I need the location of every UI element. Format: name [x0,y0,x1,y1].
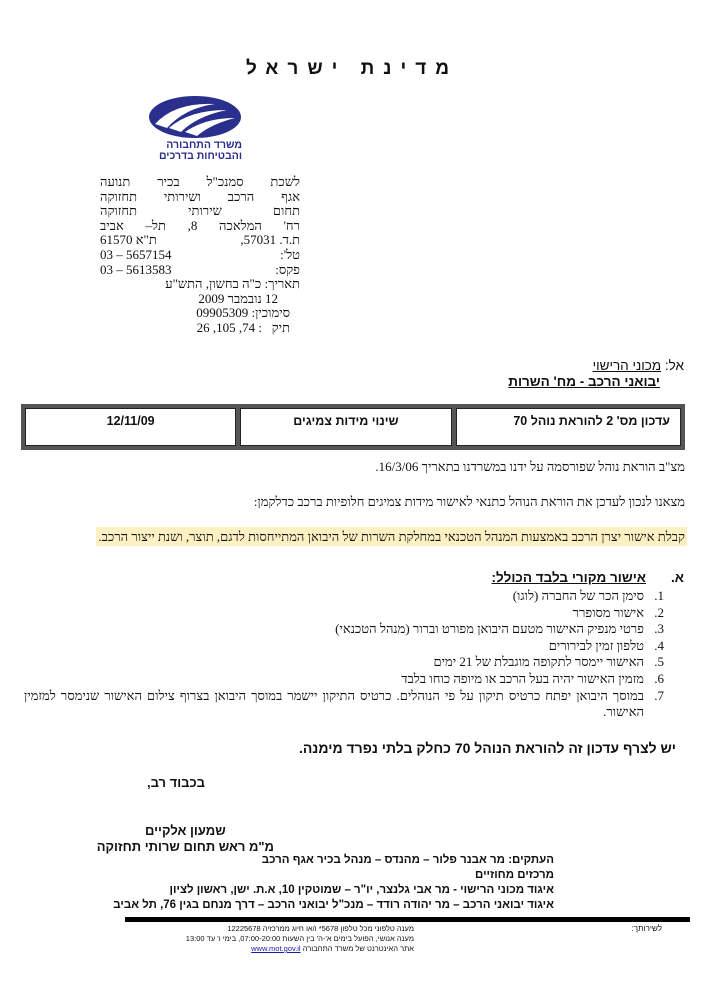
tel-value: 03 – 5657154 [100,246,172,262]
item-text: פרטי מנפיק האישור מטעם היבואן מפורט וברור (מנהל הטכנאי) [335,621,644,637]
item-text: סימן הכר של החברה (לוגו) [512,588,644,603]
fax-label: פקס: [275,261,300,277]
file-label: תיק [271,319,290,335]
item-text: טלפון זמין לבירורים [548,637,644,653]
website-link[interactable]: www.mot.gov.il [251,944,301,953]
list-item [24,588,664,605]
requirements-list [24,588,664,721]
highlight-text: קבלת אישור יצרן הרכב באמצעות המנהל הטכנאי במחלקת השרות של היבואן המתייחסות לדגם, תוצר, ושנת ייצור הרכב. [98,529,685,544]
signature-block [97,823,274,855]
footer-line: מענה טלפוני מכל טלפון 5678* ו/או חיוג ממרכזיה 12225678 [227,924,414,933]
item-number: 5. [654,654,664,670]
file-value: : 74, 105, 26 [196,319,262,335]
sender-address [100,175,300,336]
date-gregorian: 12 נובמבר 2009 [198,290,278,306]
signer-name: שמעון אלקיים [145,823,226,838]
item-number: 4. [654,637,664,653]
section-letter: א. [671,570,684,585]
item-text: מזמין האישור יהיה בעל הרכב או מיופה כוחו בלבד [401,670,644,686]
copy-line: איגוד יבואני הרכב – מר יהודה רודד – מנכ"ל יבואני הרכב – דרך מנחם בגין 76, תל אביב [113,899,554,911]
logo-line: והבטיחות בדרכים [158,150,242,162]
item-number: 7. [654,687,664,703]
paragraph: מצאנו לנכון לעדכן את הוראת הנוהל כתנאי לאישור מידות צמיגים חלופיות ברכב כדלקמן: [253,494,685,509]
footer-info [186,924,414,954]
closing-note: יש לצרף עדכון זה להוראת הנוהל 70 כחלק בלתי נפרד מימנה. [298,740,676,756]
logo-line: משרד התחבורה [166,139,242,151]
list-item [24,605,664,622]
list-item [24,638,664,655]
page-title: מדינת ישראל [245,58,459,79]
item-number: 2. [654,604,664,620]
subject-cell: עדכון מס' 2 להוראת נוהל 70 [456,408,681,446]
list-item [24,688,664,721]
copy-line: איגוד מכוני הרישוי - מר אבי גלנצר, יו"ר – שמוטקין 10, א.ת. ישן, ראשון לציון [169,884,554,896]
list-item [24,621,664,638]
footer-line: אתר האינטרנט של משרד התחבורה [302,944,414,953]
item-number: 3. [654,621,664,637]
address-line: לשכת סמנכ"ל בכיר תנועה [100,174,300,189]
paragraph: מצ"ב הוראת נוהל שפורסמה על ידנו במשרדנו בתאריך 16/3/06. [375,459,685,474]
copy-line: מרכזים מחוזיים [475,869,554,881]
item-text: האישור יימסר לתקופה מוגבלת של 21 ימים [433,654,644,670]
to-label: אל: [664,358,684,373]
list-item [24,671,664,688]
ref-label: סימוכין: [251,305,290,321]
footer-line: מענה אנושי, הפועל בימים א'-ה' בין השעות 07:00-20:00, בימי ו' עד 13:00 [185,934,414,943]
address-line: רח' המלאכה 8, תל– אביב [100,217,300,233]
copy-line: העתקים: מר אבנר פלור – מהנדס – מנהל בכיר אגף הרכב [261,854,554,866]
item-text: אישור מסופרר [572,604,644,620]
po-city: ת"א 61570 [100,232,157,248]
item-number: 6. [654,670,664,686]
item-text: במוסך היבואן יפתח כרטיס תיקון על פי הנוהלים. כרטיס התיקון יישמר במוסך היבואן בצרוף צילום האישור שנימסר למזמין האישור. [24,687,644,720]
subject-table [21,404,685,450]
regards: בכבוד רב, [147,775,205,790]
topic-cell: שינוי מידות צמיגים [240,408,451,446]
footer-label: לשירותך: [631,924,662,933]
signer-title: מ"מ ראש תחום שרותי תחזוקה [96,839,274,854]
copies-list [113,853,554,913]
recipient-line: יבואני הרכב - מח' השרות [508,374,660,389]
ministry-logo-icon [145,94,241,140]
recipient-block [508,358,684,390]
date-hebrew: תאריך: כ"ה בחשון, התש"ע [165,276,300,292]
ref-value: 09905309 [196,305,249,321]
item-number: 1. [654,588,664,603]
tel-label: טל': [280,246,300,262]
recipient-line: מכוני הרישוי [592,358,662,373]
footer-divider [125,917,690,922]
logo-text [130,140,242,162]
address-line: תחום שירותי תחזוקה [100,203,300,219]
po-box: ת.ד. 57031, [240,232,300,248]
highlighted-paragraph [19,529,685,545]
address-line: אגף הרכב ושירותי תחזוקה [100,188,300,204]
section-title: אישור מקורי בלבד הכולל: [491,570,646,585]
fax-value: 03 – 5613583 [100,261,172,277]
date-cell: 12/11/09 [25,408,236,446]
list-item [24,654,664,671]
